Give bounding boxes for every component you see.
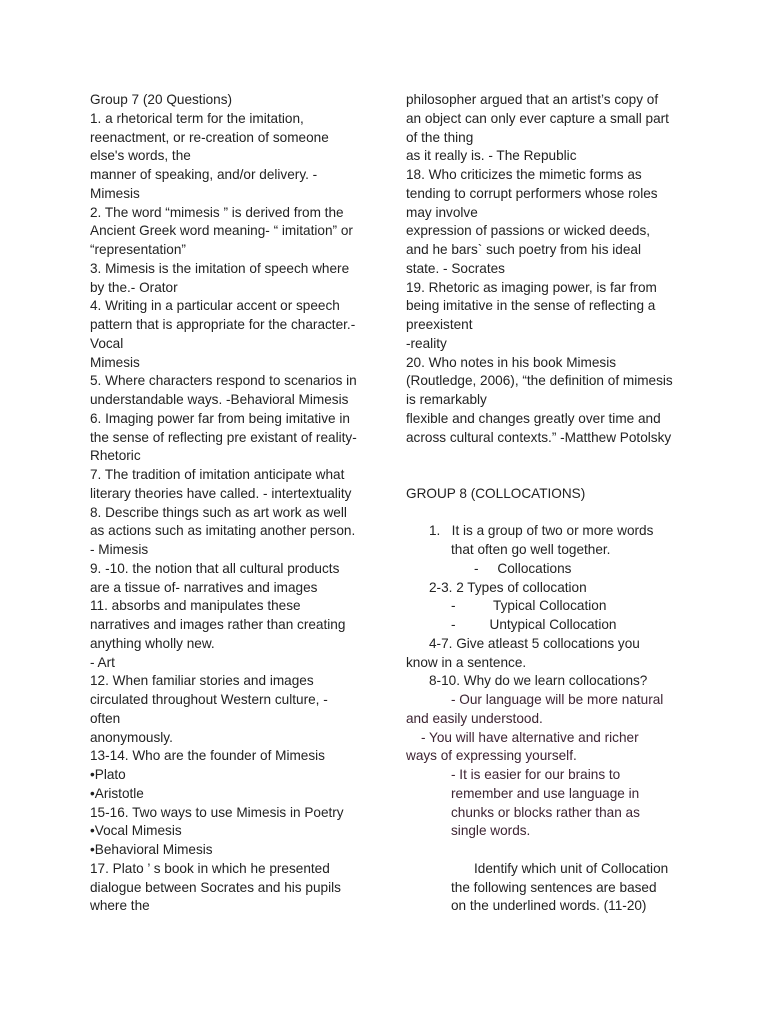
group8-instruction-line1: Identify which unit of Collocation [474,860,669,876]
text-line: is remarkably [406,392,487,407]
text-line: 1. a rhetorical term for the imitation, [90,110,304,126]
group8-q8-10: 8-10. Why do we learn collocations? [429,673,648,689]
group7-continued [406,91,706,447]
text-line: Group 7 (20 Questions) [90,92,233,107]
text-line: else's words, the [90,148,191,164]
text-line: flexible and changes greatly over time and [406,410,661,426]
text-line: understandable ways. -Behavioral Mimesis [90,392,349,407]
text-line: 15-16. Two ways to use Mimesis in Poetry [90,804,344,820]
text-line: •Vocal Mimesis [90,823,182,839]
left-column [90,91,390,916]
group8-reason3-line1: - It is easier for our brains to [451,767,621,782]
text-line: an object can only ever capture a small part [406,110,669,126]
group8-q4-7-line2: know in a sentence. [406,654,527,670]
group8-reason1-line1: - Our language will be more natural [451,692,664,707]
text-line: 18. Who criticizes the mimetic forms as [406,167,642,182]
text-line: literary theories have called. - intertextuality [90,485,352,501]
group8-q1-line2: that often go well together. [451,542,611,557]
text-line: •Behavioral Mimesis [90,842,213,857]
group8-reason3-line4: single words. [451,823,531,839]
text-line: across cultural contexts.” -Matthew Potolsky [406,429,672,445]
group8-instruction-line2: the following sentences are based [451,879,657,895]
text-line: may involve [406,204,478,220]
text-line: where the [90,898,150,914]
text-line: state. - Socrates [406,260,505,276]
text-line: •Plato [90,767,126,782]
text-line: the sense of reflecting pre existant of reality- [90,429,357,445]
text-line: pattern that is appropriate for the character.- [90,317,356,332]
text-line: being imitative in the sense of reflecting a [406,298,656,314]
text-line: dialogue between Socrates and his pupils [90,879,341,895]
group8-type-untypical: - Untypical Collocation [451,617,617,632]
text-line: 8. Describe things such as art work as well [90,504,347,520]
text-line: anything wholly new. [90,635,215,651]
text-line: 13-14. Who are the founder of Mimesis [90,748,325,764]
group8-q1-line1: 1. It is a group of two or more words [429,523,654,539]
group8-reason3-line2: remember and use language in [451,785,640,801]
group8-instruction-line3: on the underlined words. (11-20) [451,898,647,914]
text-line: - Mimesis [90,542,149,557]
text-line: often [90,710,121,726]
text-line: 12. When familiar stories and images [90,673,314,689]
text-line: of the thing [406,129,474,145]
text-line: philosopher argued that an artist’s copy of [406,92,659,107]
text-line: 17. Plato ’ s book in which he presented [90,860,330,876]
group8-type-typical: - Typical Collocation [451,598,607,614]
text-line: 2. The word “mimesis ” is derived from the [90,204,344,220]
text-line: 20. Who notes in his book Mimesis [406,354,617,370]
text-line: and he bars` such poetry from his ideal [406,242,641,257]
text-line: -reality [406,335,447,351]
group8-reason1-line2: and easily understood. [406,710,543,726]
text-line: are a tissue of- narratives and images [90,579,318,595]
text-line: “representation” [90,242,186,257]
text-line: 9. -10. the notion that all cultural products [90,560,340,576]
text-line: as actions such as imitating another person. [90,523,356,539]
text-line: 3. Mimesis is the imitation of speech where [90,260,350,276]
text-line: 4. Writing in a particular accent or speech [90,298,340,314]
text-line: 7. The tradition of imitation anticipate what [90,467,345,482]
group8-heading: GROUP 8 (COLLOCATIONS) [406,485,586,501]
group8-reason2-line2: ways of expressing yourself. [406,748,577,764]
text-line: 11. absorbs and manipulates these [90,598,301,614]
text-line: by the.- Orator [90,279,178,295]
text-line: manner of speaking, and/or delivery. - [90,167,318,182]
text-line: as it really is. - The Republic [406,148,577,164]
text-line: preexistent [406,317,473,332]
text-line: circulated throughout Western culture, - [90,692,328,707]
text-line: 19. Rhetoric as imaging power, is far from [406,279,657,295]
text-line: Ancient Greek word meaning- “ imitation” or [90,223,353,239]
text-line: reenactment, or re-creation of someone [90,129,329,145]
group8-q4-7-line1: 4-7. Give atleast 5 collocations you [429,635,640,651]
group8-q2-3: 2-3. 2 Types of collocation [429,579,587,595]
text-line: Mimesis [90,354,140,370]
group8-reason3-line3: chunks or blocks rather than as [451,804,640,820]
right-column [406,91,706,916]
text-line: tending to corrupt performers whose roles [406,185,658,201]
text-line: - Art [90,654,115,670]
text-line: Rhetoric [90,448,141,464]
text-line: anonymously. [90,729,173,745]
text-line: 5. Where characters respond to scenarios in [90,373,357,389]
text-line: (Routledge, 2006), “the definition of mimesis [406,373,673,389]
text-line: narratives and images rather than creating [90,617,346,632]
text-line: 6. Imaging power far from being imitative in [90,410,350,426]
text-line: •Aristotle [90,785,144,801]
group8-q1-answer: - Collocations [474,560,572,576]
text-line: Mimesis [90,185,140,201]
group8-reason2-line1: - You will have alternative and richer [421,729,639,745]
text-line: expression of passions or wicked deeds, [406,223,651,239]
text-line: Vocal [90,335,124,351]
